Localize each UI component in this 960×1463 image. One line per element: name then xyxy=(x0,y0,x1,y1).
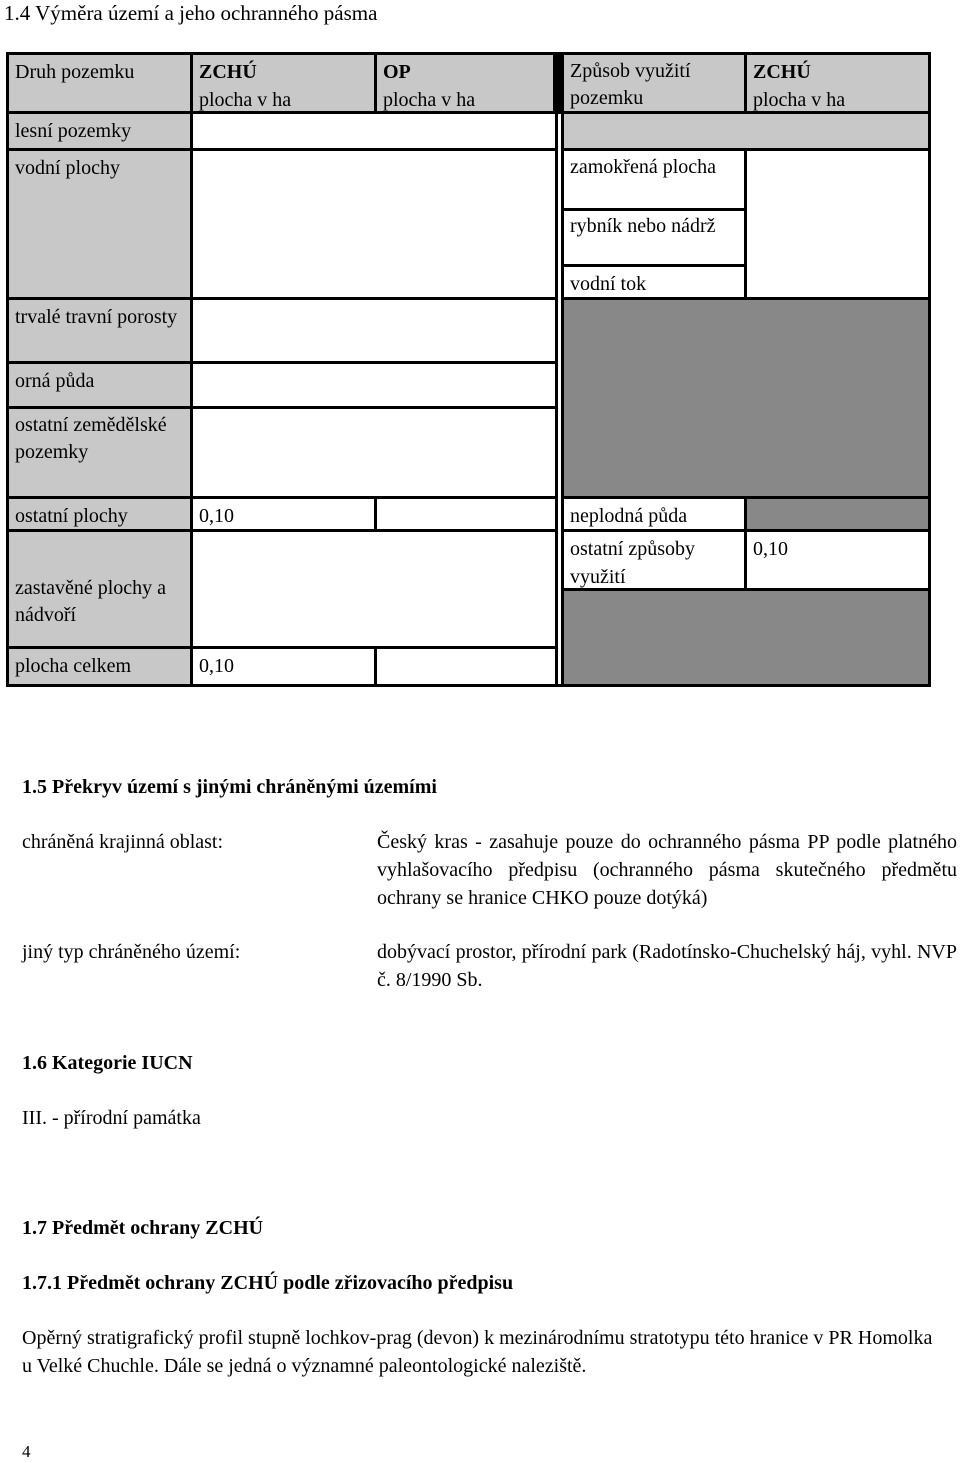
section-1-5-heading: 1.5 Překryv území s jinými chráněnými územími xyxy=(22,776,437,798)
usage-neplodna: neplodná půda xyxy=(564,499,744,529)
iucn-category: III. - přírodní památka xyxy=(22,1107,201,1129)
usage-lesni-empty xyxy=(564,114,928,148)
usage-ostatni-zpusoby-zchu: 0,10 xyxy=(747,532,928,588)
header-op-unit: plocha v ha xyxy=(383,89,476,111)
row-lesni-values xyxy=(193,114,555,148)
row-orna-label: orná půda xyxy=(9,364,190,406)
row-ostatni-plochy-op xyxy=(377,499,555,529)
header-zchu-unit: plocha v ha xyxy=(199,89,292,111)
divider-strip xyxy=(558,114,561,684)
usage-vodni-tok: vodní tok xyxy=(564,267,744,297)
header-zchu-2-title: ZCHÚ xyxy=(753,61,811,83)
row-zastavene-label: zastavěné plochy a nádvoří xyxy=(9,532,190,646)
section-1-7-heading: 1.7 Předmět ochrany ZCHÚ xyxy=(22,1217,264,1239)
usage-neplodna-zchu xyxy=(747,499,928,529)
usage-rybnik: rybník nebo nádrž xyxy=(564,211,744,264)
row-ostatni-zem-values xyxy=(193,409,555,496)
usage-bottom-gray xyxy=(564,591,928,684)
row-celkem-zchu: 0,10 xyxy=(193,649,374,684)
header-zchu-title: ZCHÚ xyxy=(199,61,257,83)
row-orna-values xyxy=(193,364,555,406)
header-zchu xyxy=(193,55,374,111)
protection-subject-text: Opěrný stratigrafický profil stupně lochkov-prag (devon) k mezinárodnímu stratotypu této hranice v PR Homolka u Velké Chuchle. Dále se jedná o významné paleontologické naleziště. xyxy=(22,1327,933,1377)
row-celkem-label: plocha celkem xyxy=(9,649,190,684)
page-number: 4 xyxy=(22,1442,31,1461)
row-vodni-label: vodní plochy xyxy=(9,151,190,297)
chko-text: Český kras - zasahuje pouze do ochranného pásma PP podle platného vyhlašovacího předpisu (ochranného pásma skutečného předmětu ochrany se hranice CHKO pouze dotýká) xyxy=(377,831,957,909)
usage-zamokrena: zamokřená plocha xyxy=(564,151,744,208)
row-ostatni-plochy-zchu: 0,10 xyxy=(193,499,374,529)
row-trvale-label: trvalé travní porosty xyxy=(9,300,190,361)
row-trvale-values xyxy=(193,300,555,361)
section-1-6-heading: 1.6 Kategorie IUCN xyxy=(22,1052,193,1074)
row-vodni-values xyxy=(193,151,555,297)
header-zchu-2 xyxy=(747,55,928,111)
row-ostatni-zem-label: ostatní zemědělské pozemky xyxy=(9,409,190,496)
header-op xyxy=(377,55,553,111)
header-zchu-2-unit: plocha v ha xyxy=(753,89,846,111)
jiny-typ-text: dobývací prostor, přírodní park (Radotínsko-Chuchelský háj, vyhl. NVP č. 8/1990 Sb. xyxy=(377,941,957,991)
header-op-title: OP xyxy=(383,61,411,83)
usage-gray-block xyxy=(564,300,928,496)
row-zastavene-values xyxy=(193,532,555,646)
header-druh: Druh pozemku xyxy=(9,55,190,111)
section-1-7-1-heading: 1.7.1 Předmět ochrany ZCHÚ podle zřizovacího předpisu xyxy=(22,1272,514,1294)
jiny-typ-label: jiný typ chráněného území: xyxy=(22,941,241,963)
header-zpusob: Způsob využití pozemku xyxy=(564,55,744,111)
row-ostatni-plochy-label: ostatní plochy xyxy=(9,499,190,529)
usage-ostatni-zpusoby: ostatní způsoby využití xyxy=(564,532,744,588)
section-1-4-heading: 1.4 Výměra území a jeho ochranného pásma xyxy=(4,1,378,25)
row-lesni-label: lesní pozemky xyxy=(9,114,190,148)
usage-vodni-zchu xyxy=(747,151,928,297)
area-table xyxy=(6,52,931,687)
chko-label: chráněná krajinná oblast: xyxy=(22,831,224,853)
row-celkem-op xyxy=(377,649,555,684)
